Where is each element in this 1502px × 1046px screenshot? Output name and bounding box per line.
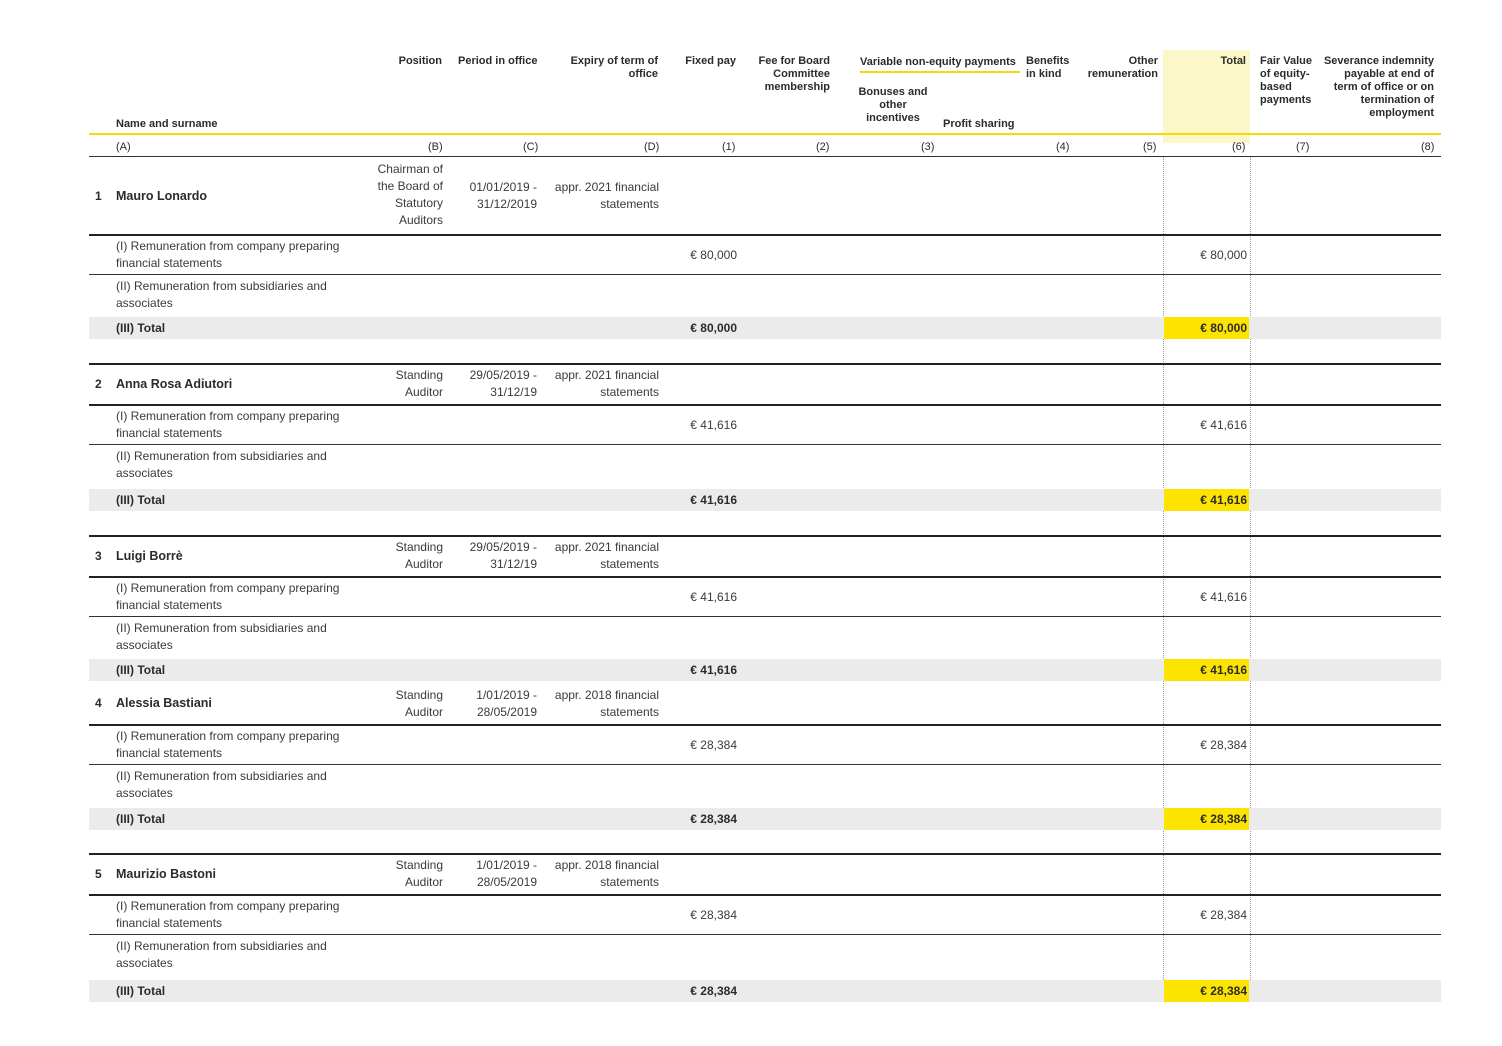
person-block [89,364,1441,514]
fixed-pay-value: € 80,000 [690,248,737,262]
person-position: Standing Auditor [395,858,443,889]
fixed-pay-value: € 41,616 [690,418,737,432]
code-6: (6) [1232,141,1246,153]
header-fair-value: Fair Value of equity-based payments [1260,55,1312,106]
header-name: Name and surname [116,118,218,130]
row-divider [89,576,1441,578]
header-expiry: Expiry of term of office [570,55,658,80]
row-total-label: (III) Total [116,984,166,998]
total-value: € 28,384 [1200,738,1247,752]
person-number: 5 [95,867,102,881]
code-7: (7) [1296,141,1310,153]
code-b: (B) [428,141,443,153]
header-period: Period in office [458,55,538,67]
person-name: Maurizio Bastoni [116,867,217,881]
header-profit-sharing: Profit sharing [943,118,1015,130]
person-period: 1/01/2019 - 28/05/2019 [476,688,537,719]
fixed-pay-value: € 41,616 [690,590,737,604]
header-total: Total [1220,55,1246,67]
row-divider [89,234,1441,236]
fixed-pay-total: € 80,000 [690,321,737,335]
person-expiry: appr. 2021 financial statements [554,180,659,211]
code-8: (8) [1421,141,1435,153]
person-number: 3 [95,549,102,563]
code-3: (3) [921,141,935,153]
person-expiry: appr. 2018 financial statements [554,688,659,719]
grand-total: € 41,616 [1200,663,1247,677]
row-company-label: (I) Remuneration from company preparing financial statements [116,729,340,760]
row-subsidiaries-label: (II) Remuneration from subsidiaries and associates [116,621,327,652]
row-company-label: (I) Remuneration from company preparing financial statements [116,409,340,440]
header-benefits: Benefits in kind [1026,55,1070,80]
row-subsidiaries-label: (II) Remuneration from subsidiaries and associates [116,279,327,310]
grand-total: € 28,384 [1200,812,1247,826]
fixed-pay-total: € 41,616 [690,663,737,677]
header-variable: Variable non-equity payments [860,56,1016,68]
person-period: 29/05/2019 - 31/12/19 [469,540,537,571]
row-divider [89,444,1441,445]
header-underline [89,133,1441,135]
code-1: (1) [722,141,736,153]
person-position: Standing Auditor [395,688,443,719]
fixed-pay-total: € 41,616 [690,493,737,507]
person-block [89,157,1441,347]
person-expiry: appr. 2018 financial statements [554,858,659,889]
header-fee-board: Fee for Board Committee membership [758,55,830,93]
code-2: (2) [816,141,830,153]
person-name: Anna Rosa Adiutori [116,377,233,391]
row-company-label: (I) Remuneration from company preparing financial statements [116,899,340,930]
person-period: 29/05/2019 - 31/12/19 [469,368,537,399]
fixed-pay-total: € 28,384 [690,812,737,826]
person-number: 1 [95,189,102,203]
row-total-label: (III) Total [116,321,166,335]
header-severance: Severance indemnity payable at end of term of office or on termination of employment [1323,55,1434,119]
grand-total: € 41,616 [1200,493,1247,507]
total-value: € 41,616 [1200,590,1247,604]
code-a: (A) [116,141,131,153]
row-total-label: (III) Total [116,493,166,507]
person-expiry: appr. 2021 financial statements [554,540,659,571]
row-company-label: (I) Remuneration from company preparing financial statements [116,239,340,270]
fixed-pay-value: € 28,384 [690,908,737,922]
grand-total: € 80,000 [1200,321,1247,335]
row-divider [89,404,1441,406]
header-fixed-pay: Fixed pay [685,55,736,67]
row-divider [89,616,1441,617]
person-name: Alessia Bastiani [116,696,212,710]
header-other: Other remuneration [1087,55,1158,80]
row-divider [89,934,1441,935]
person-block [89,536,1441,684]
row-subsidiaries-label: (II) Remuneration from subsidiaries and associates [116,939,327,970]
person-number: 4 [95,696,102,710]
code-d: (D) [644,141,660,153]
row-divider [89,764,1441,765]
variable-underline [860,71,1020,73]
fixed-pay-total: € 28,384 [690,984,737,998]
person-position: Standing Auditor [395,368,443,399]
person-name: Luigi Borrè [116,549,183,563]
row-total-label: (III) Total [116,663,166,677]
person-period: 01/01/2019 - 31/12/2019 [469,180,537,211]
row-divider [89,894,1441,896]
row-divider [89,274,1441,275]
row-divider [89,724,1441,726]
code-4: (4) [1056,141,1070,153]
fixed-pay-value: € 28,384 [690,738,737,752]
grand-total: € 28,384 [1200,984,1247,998]
row-subsidiaries-label: (II) Remuneration from subsidiaries and associates [116,769,327,800]
person-block [89,854,1441,1004]
person-name: Mauro Lonardo [116,189,207,203]
row-total-label: (III) Total [116,812,166,826]
person-number: 2 [95,377,102,391]
row-subsidiaries-label: (II) Remuneration from subsidiaries and associates [116,449,327,480]
row-company-label: (I) Remuneration from company preparing financial statements [116,581,340,612]
total-value: € 41,616 [1200,418,1247,432]
total-value: € 28,384 [1200,908,1247,922]
person-block [89,684,1441,834]
total-value: € 80,000 [1200,248,1247,262]
code-5: (5) [1143,141,1157,153]
person-expiry: appr. 2021 financial statements [554,368,659,399]
person-period: 1/01/2019 - 28/05/2019 [476,858,537,889]
person-position: Standing Auditor [395,540,443,571]
code-c: (C) [523,141,539,153]
header-position: Position [398,55,442,67]
person-position: Chairman of the Board of Statutory Auditors [377,162,443,227]
header-bonuses: Bonuses and other incentives [858,86,928,124]
